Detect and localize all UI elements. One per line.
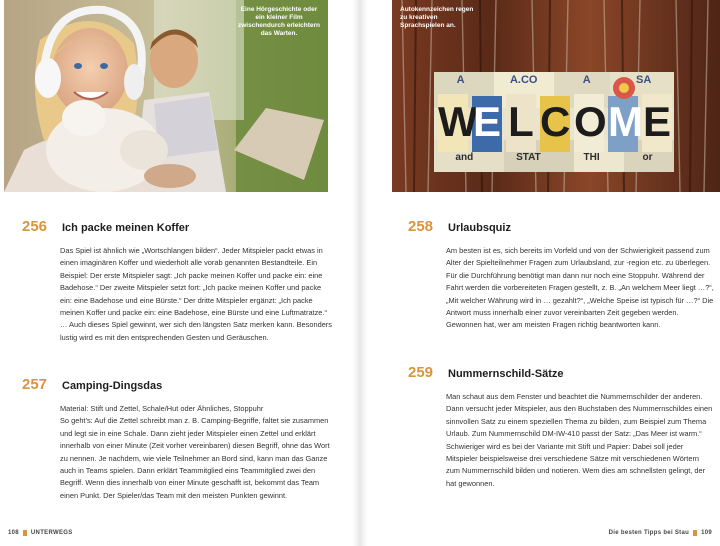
paragraph: So geht’s: Auf die Zettel schreibt man z. B. Camping-Begriffe, faltet sie zusammen und legt sie in eine Schale. Dann zieht jeder Mitspieler einen Zettel und erklärt innerhalb von einer Minute (Zeit vorher vereinbaren) diesen Begriff, ohne das Wort zu nennen. Je nachdem, wie viele Teilnehmer an Bord sind, kann man das Ganze auch in Teams spielen. Dann erklärt Teammitglied eins Teammitglied zwei den Begriff. Wenn dies innerhalb von einer Minute geschafft ist, bekommt das Team einen Punkt. Der Spieler/das Team mit den meisten Punkten gewinnt. (60, 416, 330, 500)
plate-fragment: A.CO (509, 74, 538, 86)
section-number: 257 (22, 376, 48, 393)
plate-fragment: and (455, 152, 474, 163)
page-footer (8, 530, 73, 536)
section-title: Nummernschild-Sätze (448, 368, 564, 380)
sign-letter: C (540, 98, 571, 145)
section-body (22, 403, 334, 502)
accent-bar (693, 530, 697, 536)
section-body (408, 245, 714, 332)
book-gutter (352, 0, 368, 546)
sign-letter: E (472, 98, 501, 145)
photo-caption: Eine Hörgeschichte oder ein kleiner Film zwischendurch erleichtern das Warten. (238, 6, 320, 37)
section-258 (408, 218, 714, 332)
sign-letter: W (438, 98, 478, 145)
section-257 (22, 376, 334, 502)
plate-fragment: A (456, 74, 465, 86)
section-heading (408, 364, 714, 381)
section-title: Urlaubsquiz (448, 222, 511, 234)
plate-fragment: THI (583, 152, 600, 163)
page-number: 108 (8, 530, 19, 536)
footer-label: Die besten Tipps bei Stau (608, 530, 690, 536)
plate-fragment: A (582, 74, 591, 86)
plate-fragment: STAT (516, 152, 541, 163)
section-title: Ich packe meinen Koffer (62, 222, 190, 234)
section-title: Camping-Dingsdas (62, 380, 163, 392)
section-number: 256 (22, 218, 48, 235)
paragraph: Man schaut aus dem Fenster und beachtet die Nummernschilder der anderen. Dann versucht jeder Mitspieler, aus den Buchstaben des Nummernschildes einen sinnvollen Satz zu einem speziellen Thema zu bilden, zum Beispiel zum Thema Urlaub. Zum Nummernschild DM-IW-410 passt der Satz: „Das Meer ist warm.“ Schwieriger wird es bei der Variante mit Stift und Papier: Dabei soll jeder Mitspieler beispielsweise drei verschiedene Sätze mit verschiedenen Wörtern zum Nummernschild bilden und notieren. Wem dies am schnellsten gelingt, der hat gewonnen. (446, 392, 713, 488)
section-256 (22, 218, 334, 344)
section-heading (408, 218, 714, 235)
section-number: 259 (408, 364, 434, 381)
footer-label: UNTERWEGS (30, 530, 73, 536)
accent-bar (23, 530, 27, 536)
sign-letter: O (574, 98, 607, 145)
paragraph: Am besten ist es, sich bereits im Vorfeld und von der Schwierigkeit passend zum Alter der Spielteilnehmer Fragen zum Urlaubsland, zur -region etc. zu überlegen. Für die Durchführung benötigt man dann nur noch eine Stoppuhr. Während der Fahrt werden die vorbereiteten Fragen gestellt, z. B. „An welchem Meer liegt …?“, „Mit welcher Währung wird in … gezahlt?“, „Welche Speise ist typisch für …?“ Die Antwort muss innerhalb einer zuvor vereinbarten Zeit gegeben werden. Gewonnen hat, wer am meisten Fragen richtig beantworten kann. (446, 246, 714, 330)
section-heading (22, 218, 334, 235)
paragraph: Das Spiel ist ähnlich wie „Wortschlangen bilden“. Jeder Mitspieler packt etwas in einen imaginären Koffer und wiederholt alle vorab genannten Bestandteile. Ein Beispiel: Der erste Mitspieler sagt: „Ich packe meinen Koffer und packe ein: eine Badehose.“ Der zweite Mitspieler setzt fort: „Ich packe meinen Koffer und packe ein: eine Badehose und eine Bürste.“ Der dritte Mitspieler ergänzt: „Ich packe meinen Koffer und packe ein: eine Badehose, eine Bürste und eine Luftmatratze.“ … Auch dieses Spiel gewinnt, wer sich den längsten Satz merken kann. Besonders lustig wird es mit den entsprechenden Gesten und Geräuschen. (60, 246, 332, 342)
section-body (408, 391, 714, 490)
plate-fragment: or (642, 152, 653, 163)
sign-letter: L (508, 98, 534, 145)
welcome-sign (434, 72, 674, 172)
plate-fragment: SA (636, 74, 652, 86)
right-page (368, 0, 720, 546)
sign-letter: E (642, 98, 671, 145)
section-body (22, 245, 334, 344)
photo-caption: Autokennzeichen regen zu kreativen Sprachspielen an. (400, 6, 474, 29)
section-259 (408, 364, 714, 490)
page-number: 109 (701, 530, 712, 536)
left-page (0, 0, 352, 546)
sign-letter: M (608, 98, 643, 145)
section-heading (22, 376, 334, 393)
paragraph: Material: Stift und Zettel, Schale/Hut oder Ähnliches, Stoppuhr (60, 404, 264, 413)
page-footer (609, 530, 712, 536)
section-number: 258 (408, 218, 434, 235)
